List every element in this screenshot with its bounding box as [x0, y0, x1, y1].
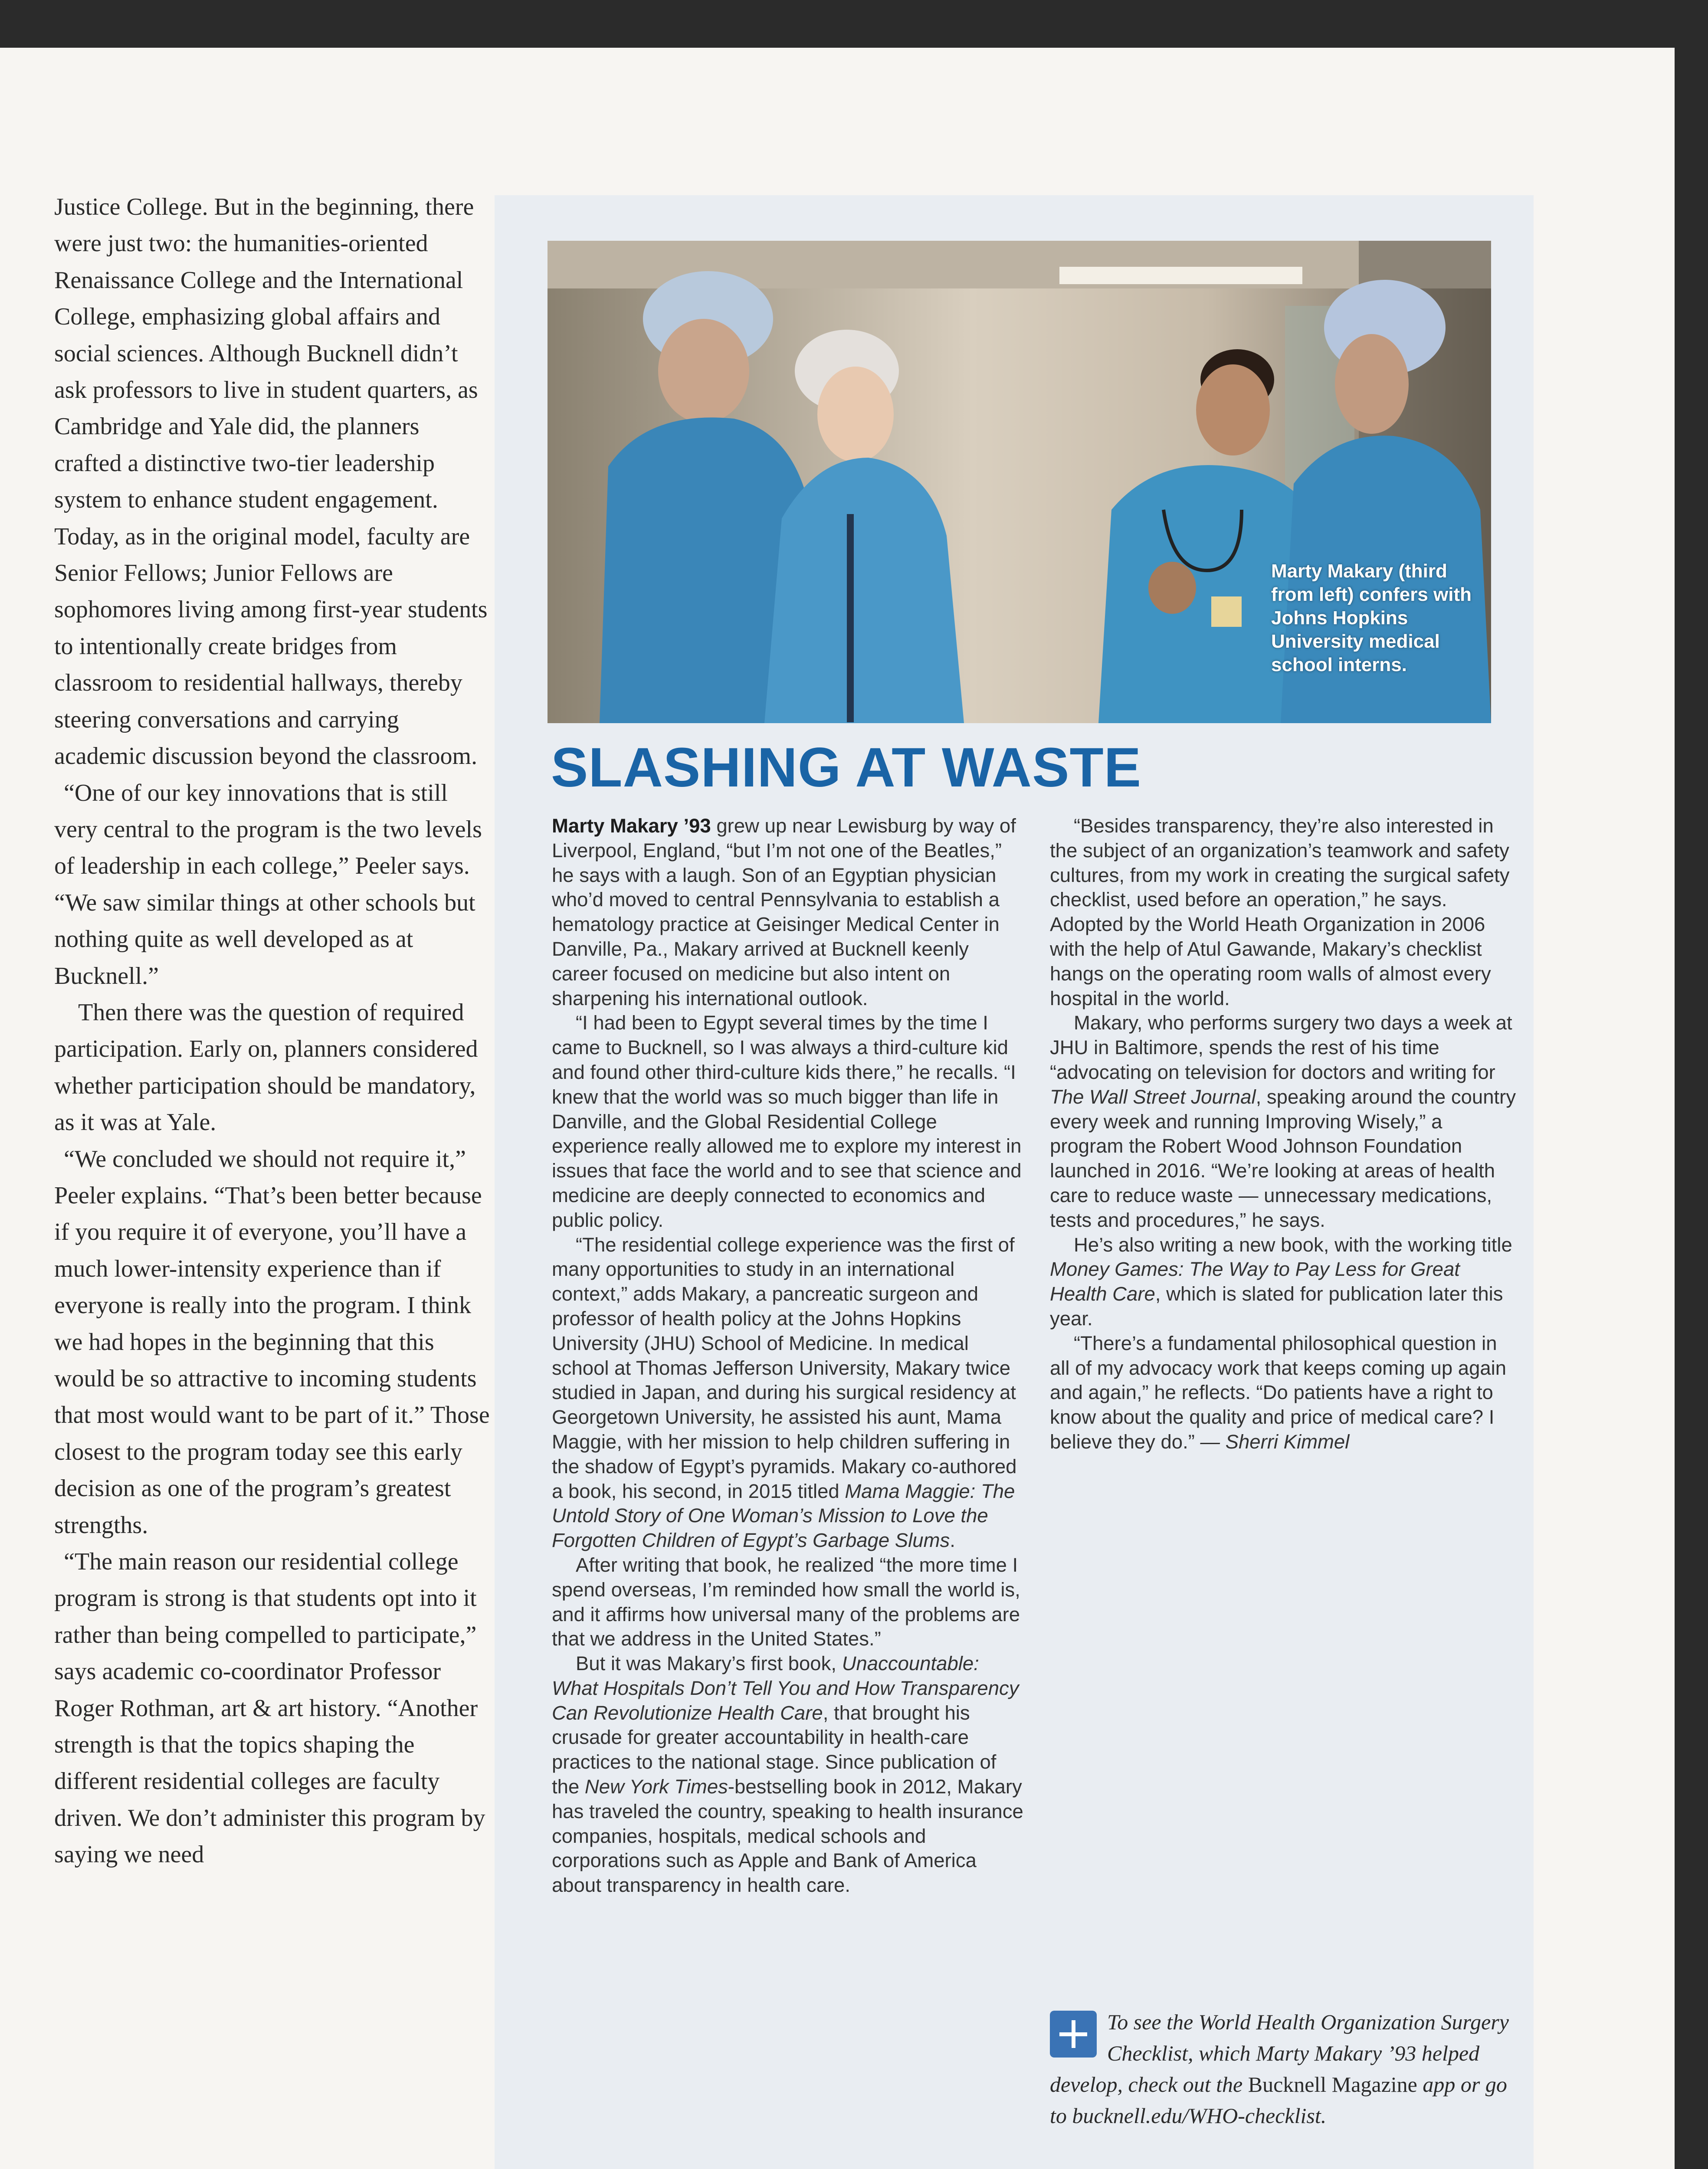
article-paragraph: “Besides transparency, they’re also interested in the subject of an organization’s teamwork and safety cultures, from my work in creating the surgical safety checklist, used before an operation,” he says. Adopted by the World Heath Organization in 2006 with the help of Atul Gawande, Makary’s checklist hangs on the operating room walls of almost every hospital in the world. — [1050, 815, 1510, 1009]
body-paragraph: Then there was the question of required participation. Early on, planners considered whether participation should be mandatory, as it was at Yale. — [54, 999, 478, 1136]
article-paragraph: Makary, who performs surgery two days a week at JHU in Baltimore, spends the rest of his time “advocating on television for doctors and writing for The Wall Street Journal, speaking around the country every week and running Improving Wisely,” a program the Robert Wood Johnson Foundation launched in 2016. “We’re looking at areas of health care to reduce waste — unnecessary medications, tests and procedures,” he says. — [1050, 1012, 1516, 1231]
article-paragraph: “I had been to Egypt several times by the time I came to Bucknell, so I was always a third-culture kid and found other third-culture kids there,” he recalls. “I knew that the world was so much bigger than life in Danville, and the Global Residential College experience really allowed me to explore my interest in issues that face the world and to see that science and medicine are deeply connected to economics and public policy. — [552, 1012, 1022, 1231]
article-paragraph: Marty Makary ’93 grew up near Lewisburg by way of Liverpool, England, “but I’m not one of the Beatles,” he says with a laugh. Son of an Egyptian physician who’d moved to central Pennsylvania to establish a hematology practice at Geisinger Medical Center in Danville, Pa., Makary arrived at Bucknell keenly career focused on medicine but also intent on sharpening his international outlook. — [552, 815, 1016, 1009]
publication-name: New York Times — [584, 1776, 728, 1798]
article-headline: SLASHING AT WASTE — [551, 737, 1141, 799]
book-title: Mama Maggie: The Untold Story of One Woman’s Mission to Love the Forgotten Children of Egypt’s Garbage Slums — [552, 1480, 1015, 1552]
photo-caption: Marty Makary (third from left) confers with Johns Hopkins University medical school interns. — [1271, 560, 1472, 675]
lead-name: Marty Makary ’93 — [552, 815, 711, 837]
callout-link-text[interactable]: app or go to bucknell.edu/WHO-checklist. — [1050, 2072, 1507, 2128]
article-paragraph: “There’s a fundamental philosophical question in all of my advocacy work that keeps coming up again and again,” he reflects. “Do patients have a right to know about the quality and price of medical care? I believe they do.” — Sherri Kimmel — [1050, 1332, 1507, 1453]
book-title: Unaccountable: What Hospitals Don’t Tell You and How Transparency Can Revolutionize Health Care — [552, 1652, 1019, 1724]
plus-icon — [1050, 2011, 1097, 2058]
article-paragraph: “The residential college experience was the first of many opportunities to study in an international context,” adds Makary, a pancreatic surgeon and professor of health policy at the Johns Hopkins University (JHU) School of Medicine. In medical school at Thomas Jefferson University, Makary twice studied in Japan, and during his surgical residency at Georgetown University, he assisted his aunt, Mama Maggie, with her mission to help children suffering in the shadow of Egypt’s pyramids. Makary co-authored a book, his second, in 2015 titled Mama Maggie: The Untold Story of One Woman’s Mission to Love the Forgotten Children of Egypt’s Garbage Slums. — [552, 1233, 1017, 1552]
body-paragraph: “The main reason our residential college program is strong is that students opt into it rather than being compelled to participate,” says academic co-coordinator Professor Roger Rothman, art & art history. “Another strength is that the topics shaping the different residential colleges are faculty driven. We don’t administer this program by saying we need — [54, 1548, 485, 1868]
article-column-2 — [1050, 814, 1516, 1455]
article-paragraph: After writing that book, he realized “the more time I spend overseas, I’m reminded how small the world is, and it affirms how universal many of the problems are that we address in the United States.” — [552, 1553, 1020, 1650]
publication-name: The Wall Street Journal — [1050, 1085, 1256, 1108]
left-column — [54, 189, 492, 1873]
body-paragraph: “One of our key innovations that is still very central to the program is the two levels of leadership in each college,” Peeler says. “We saw similar things at other schools but nothing quite as well developed as at Bucknell.” — [54, 779, 482, 989]
byline: — Sherri Kimmel — [1200, 1430, 1350, 1453]
body-paragraph: Justice College. But in the beginning, there were just two: the humanities-oriented Renaissance College and the International College, emphasizing global affairs and social sciences. Although Bucknell didn’t ask professors to live in student quarters, as Cambridge and Yale did, the planners crafted a distinctive two-tier leadership system to enhance student engagement. Today, as in the original model, faculty are Senior Fellows; Junior Fellows are sophomores living among first-year students to intentionally create bridges from classroom to residential hallways, thereby steering conversations and carrying academic discussion beyond the classroom. — [54, 193, 488, 770]
book-title: Money Games: The Way to Pay Less for Great Health Care — [1050, 1258, 1460, 1305]
article-column-1 — [552, 814, 1025, 1898]
article-paragraph: He’s also writing a new book, with the working title Money Games: The Way to Pay Less for Great Health Care, which is slated for publication later this year. — [1050, 1233, 1512, 1330]
magazine-name: Bucknell Magazine — [1248, 2072, 1417, 2097]
body-paragraph: “We concluded we should not require it,” Peeler explains. “That’s been better because if you require it of everyone, you’ll have a much lower-intensity experience than if everyone is really into the program. I think we had hopes in the beginning that this would be so attractive to incoming students that most would want to be part of it.” Those closest to the program today see this early decision as one of the program’s greatest strengths. — [54, 1145, 490, 1539]
article-paragraph: But it was Makary’s first book, Unaccountable: What Hospitals Don’t Tell You and How Transparency Can Revolutionize Health Care, that brought his crusade for greater accountability in health-care practices to the national stage. Since publication of the New York Times-bestselling book in 2012, Makary has traveled the country, speaking to health insurance companies, hospitals, medical schools and corporations such as Apple and Bank of America about transparency in health care. — [552, 1652, 1023, 1897]
callout-text: To see the World Health Organization Surgery Checklist, which Marty Makary ’93 helped develop, check out the — [1050, 2010, 1509, 2097]
checklist-callout — [1050, 2006, 1518, 2131]
